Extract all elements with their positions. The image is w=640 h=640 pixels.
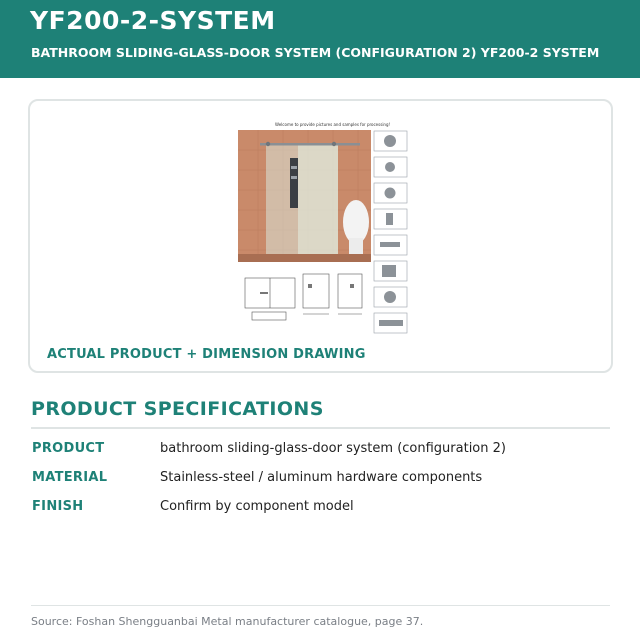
- product-figure-card: [28, 99, 613, 373]
- page-title: YF200-2-SYSTEM: [30, 6, 276, 35]
- catalogue-page-image[interactable]: [235, 119, 413, 341]
- specs-title: PRODUCT SPECIFICATIONS: [31, 398, 324, 420]
- spec-key: PRODUCT: [32, 441, 105, 456]
- spec-row-finish: [32, 499, 612, 519]
- spec-row-product: [32, 441, 612, 461]
- figure-caption: ACTUAL PRODUCT + DIMENSION DRAWING: [47, 347, 366, 362]
- page-header: [0, 0, 640, 78]
- dimension-drawings: [238, 264, 371, 336]
- spec-value: Stainless-steel / aluminum hardware components: [160, 470, 483, 485]
- spec-key: FINISH: [32, 499, 84, 514]
- spec-value: Confirm by component model: [160, 499, 354, 514]
- footer-divider: [31, 605, 610, 606]
- page-subtitle: BATHROOM SLIDING-GLASS-DOOR SYSTEM (CONFIGURATION 2) YF200-2 SYSTEM: [31, 45, 600, 60]
- spec-key: MATERIAL: [32, 470, 108, 485]
- source-note: Source: Foshan Shengguanbai Metal manufacturer catalogue, page 37.: [31, 615, 424, 628]
- spec-value: bathroom sliding-glass-door system (configuration 2): [160, 441, 506, 456]
- specs-divider: [31, 427, 610, 429]
- hardware-components-column: [373, 130, 409, 336]
- catalogue-image-caption: Welcome to provide pictures and samples for processing!: [275, 122, 391, 127]
- spec-row-material: [32, 470, 612, 490]
- product-photo: [238, 130, 371, 262]
